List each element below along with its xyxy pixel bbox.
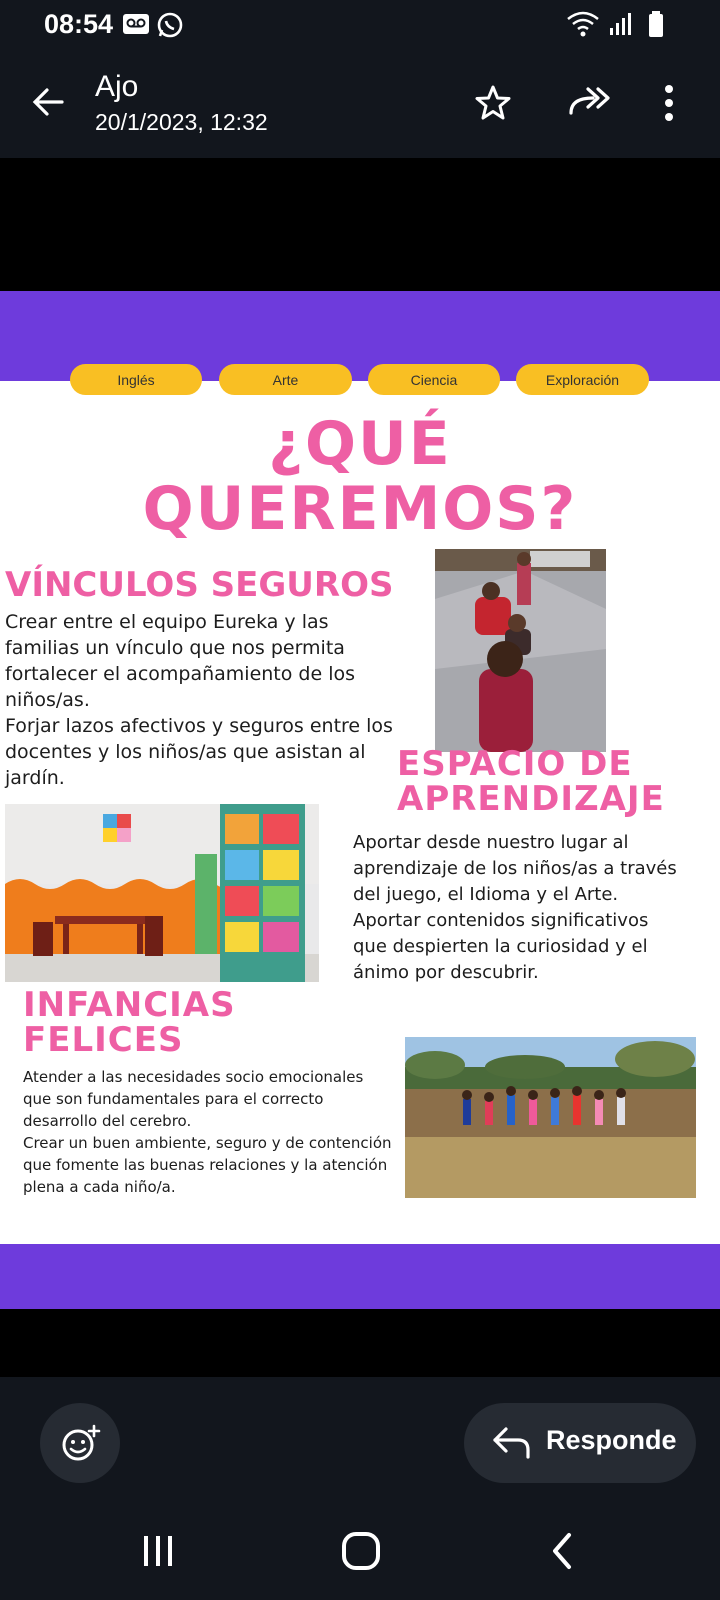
bottom-bar: [0, 1377, 720, 1600]
emoji-add-icon: [61, 1424, 101, 1464]
tag-arte: Arte: [219, 364, 352, 395]
voicemail-icon: [122, 13, 150, 35]
section1-heading: VÍNCULOS SEGUROS: [5, 565, 394, 605]
emoji-reaction-button[interactable]: [40, 1403, 120, 1483]
shared-image[interactable]: [0, 291, 720, 1309]
status-bar: [0, 0, 720, 50]
title-line1: ¿QUÉ: [268, 409, 452, 479]
more-vert-icon[interactable]: [663, 84, 675, 122]
section3-para1: Atender a las necesidades socio emocionales que son fundamentales para el correcto desarrollo del cerebro.: [23, 1068, 364, 1130]
section2-heading-line2: APRENDIZAJE: [397, 779, 665, 819]
recents-icon[interactable]: [140, 1533, 176, 1569]
whatsapp-icon: [156, 11, 184, 39]
reply-icon: [492, 1425, 532, 1461]
photo-kids-sidewalk: [435, 549, 606, 752]
section1-text: [5, 609, 400, 791]
reply-label: Responde: [546, 1425, 677, 1455]
tag-ciencia: Ciencia: [368, 364, 500, 395]
section2-para1: Aportar desde nuestro lugar al aprendizaje de los niños/as a través del juego, el Idioma y el Arte.: [353, 832, 677, 905]
section3-heading-line1: INFANCIAS: [23, 985, 236, 1025]
back-arrow-icon[interactable]: [30, 84, 66, 120]
section2-heading-line1: ESPACIO DE: [397, 744, 633, 784]
reply-button[interactable]: [464, 1403, 696, 1483]
photo-kids-field: [405, 1037, 696, 1198]
section3-para2: Crear un buen ambiente, seguro y de contención que fomente las buenas relaciones y la atención plena a cada niño/a.: [23, 1134, 392, 1196]
home-icon[interactable]: [341, 1531, 381, 1571]
section2-para2: Aportar contenidos significativos que despierten la curiosidad y el ánimo por descubrir.: [353, 910, 649, 983]
battery-icon: [648, 11, 664, 38]
photo-classroom: [5, 804, 319, 982]
section1-para1: Crear entre el equipo Eureka y las familias un vínculo que nos permita fortalecer el acompañamiento de los niños/as.: [5, 611, 356, 711]
section2-text: [353, 830, 683, 986]
forward-icon[interactable]: [568, 86, 612, 116]
title-line2: QUEREMOS?: [142, 474, 578, 544]
section1-para2: Forjar lazos afectivos y seguros entre los docentes y los niños/as que asistan al jardín.: [5, 715, 393, 789]
status-time: 08:54: [44, 9, 114, 39]
app-bar: [0, 50, 720, 158]
back-icon[interactable]: [550, 1531, 574, 1571]
bottom-purple-band: [0, 1244, 720, 1309]
message-datetime: 20/1/2023, 12:32: [95, 109, 268, 135]
section3-heading-line2: FELICES: [23, 1020, 184, 1060]
sender-name: Ajo: [95, 70, 139, 103]
signal-icon: [608, 12, 634, 36]
wifi-icon: [566, 11, 600, 37]
section3-text: [23, 1066, 393, 1198]
star-icon[interactable]: [474, 84, 512, 122]
tag-exploracion: Exploración: [516, 364, 649, 395]
tag-ingles: Inglés: [70, 364, 202, 395]
